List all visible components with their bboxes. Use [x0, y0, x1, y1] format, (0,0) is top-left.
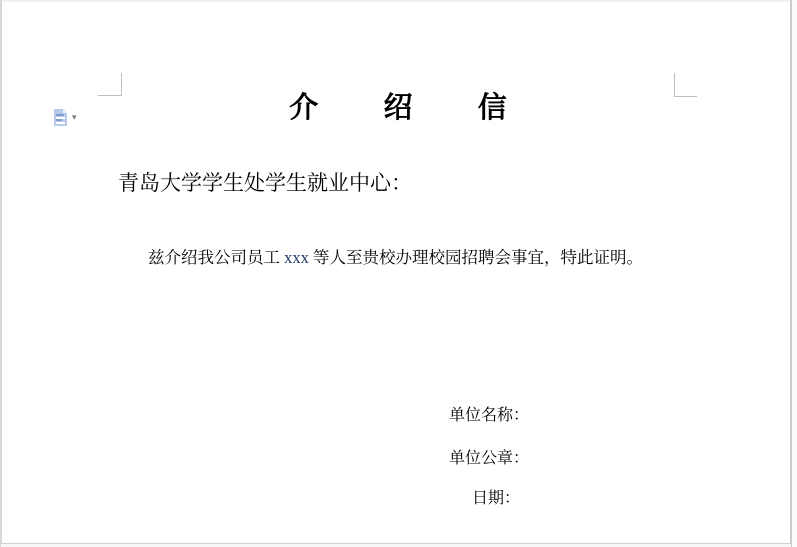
date-label[interactable]: 日期： — [472, 490, 521, 507]
body-paragraph[interactable] — [148, 248, 643, 268]
body-text-suffix: 等人至贵校办理校园招聘会事宜，特此证明。 — [308, 248, 643, 267]
body-text-prefix: 兹介绍我公司员工 — [148, 248, 285, 267]
scrollbar-track[interactable] — [792, 0, 797, 547]
window-left-edge — [0, 0, 2, 547]
window-top-edge — [0, 0, 797, 2]
document-title[interactable]: 介 绍 信 — [289, 92, 508, 124]
salutation-line[interactable]: 青岛大学学生处学生就业中心： — [118, 171, 412, 195]
chevron-down-icon[interactable]: ▾ — [72, 112, 77, 123]
employee-name-placeholder: xxx — [284, 248, 309, 267]
unit-name-label[interactable]: 单位名称： — [449, 407, 530, 424]
window-right-edge — [790, 0, 792, 547]
window-bottom-edge — [1, 543, 791, 544]
unit-seal-label[interactable]: 单位公章： — [449, 450, 530, 467]
